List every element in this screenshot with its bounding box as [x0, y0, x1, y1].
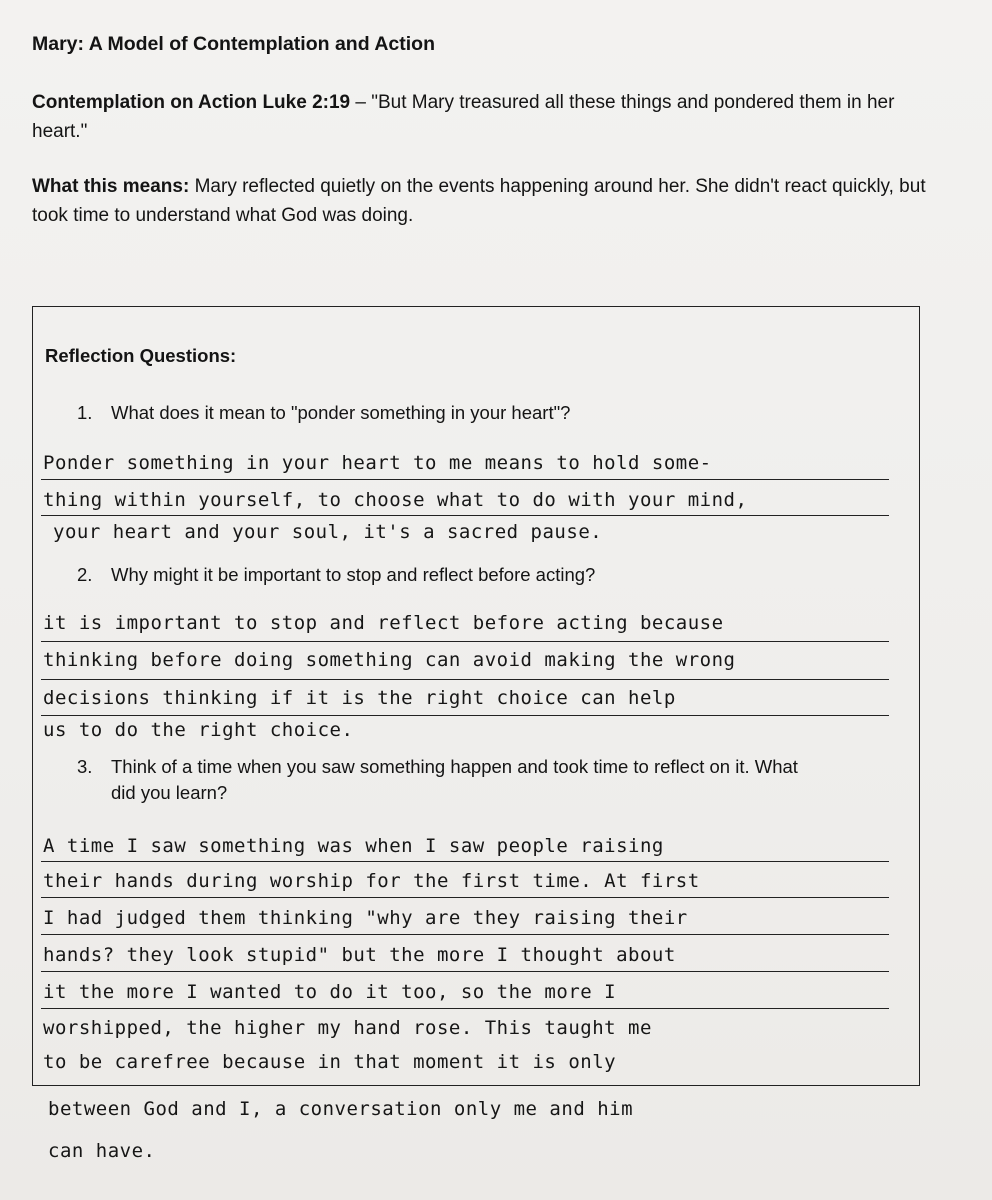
answer-2-line-4[interactable]: us to do the right choice. — [43, 719, 354, 741]
question-1 — [77, 399, 897, 427]
answer-1-line-3[interactable]: your heart and your soul, it's a sacred pause. — [53, 521, 603, 543]
contemplation-paragraph — [32, 88, 912, 146]
answer-rule — [41, 641, 889, 642]
answer-rule — [41, 715, 889, 716]
question-number: 3. — [77, 756, 93, 777]
question-text-line-2: did you learn? — [111, 782, 228, 803]
question-text: Why might it be important to stop and reflect before acting? — [111, 564, 596, 585]
answer-rule — [41, 861, 889, 862]
meaning-label: What this means: — [32, 176, 190, 197]
answer-3-line-7[interactable]: to be carefree because in that moment it is only — [43, 1051, 617, 1073]
question-number: 2. — [77, 564, 93, 585]
answer-rule — [41, 679, 889, 680]
answer-3-line-5[interactable]: it the more I wanted to do it too, so the more I — [43, 981, 617, 1003]
contemplation-label: Contemplation on Action Luke 2:19 — [32, 92, 351, 113]
answer-2-line-2[interactable]: thinking before doing something can avoid making the wrong — [43, 649, 736, 671]
answer-1-line-2[interactable]: thing within yourself, to choose what to do with your mind, — [43, 489, 748, 511]
meaning-text: Mary reflected quietly on the events happening around her. She didn't react quickly, but took time to understand what God was doing. — [32, 176, 926, 226]
answer-rule — [41, 515, 889, 516]
answer-2-line-3[interactable]: decisions thinking if it is the right choice can help — [43, 687, 676, 709]
answer-rule — [41, 934, 889, 935]
answer-rule — [41, 1008, 889, 1009]
answer-3-overflow-line-2[interactable]: can have. — [48, 1140, 156, 1162]
question-text: What does it mean to "ponder something in your heart"? — [111, 402, 571, 423]
question-text-line-1: Think of a time when you saw something happen and took time to reflect on it. What — [111, 756, 798, 777]
answer-3-line-3[interactable]: I had judged them thinking "why are they raising their — [43, 907, 688, 929]
answer-rule — [41, 971, 889, 972]
answer-rule — [41, 897, 889, 898]
contemplation-text: – "But Mary treasured all these things and pondered them in her heart." — [32, 92, 895, 142]
answer-1-line-1[interactable]: Ponder something in your heart to me means to hold some- — [43, 452, 712, 474]
answer-3-line-2[interactable]: their hands during worship for the first time. At first — [43, 870, 700, 892]
reflection-box — [32, 306, 920, 1086]
question-2 — [77, 561, 897, 589]
question-3 — [77, 753, 917, 811]
answer-2-line-1[interactable]: it is important to stop and reflect before acting because — [43, 612, 724, 634]
page-title: Mary: A Model of Contemplation and Action — [32, 33, 435, 55]
question-number: 1. — [77, 402, 93, 423]
answer-3-overflow-line-1[interactable]: between God and I, a conversation only me and him — [48, 1098, 634, 1120]
meaning-paragraph — [32, 172, 932, 230]
answer-3-line-6[interactable]: worshipped, the higher my hand rose. This taught me — [43, 1017, 652, 1039]
answer-3-line-1[interactable]: A time I saw something was when I saw people raising — [43, 835, 664, 857]
answer-rule — [41, 479, 889, 480]
answer-3-line-4[interactable]: hands? they look stupid" but the more I thought about — [43, 944, 676, 966]
reflection-heading: Reflection Questions: — [45, 345, 237, 366]
